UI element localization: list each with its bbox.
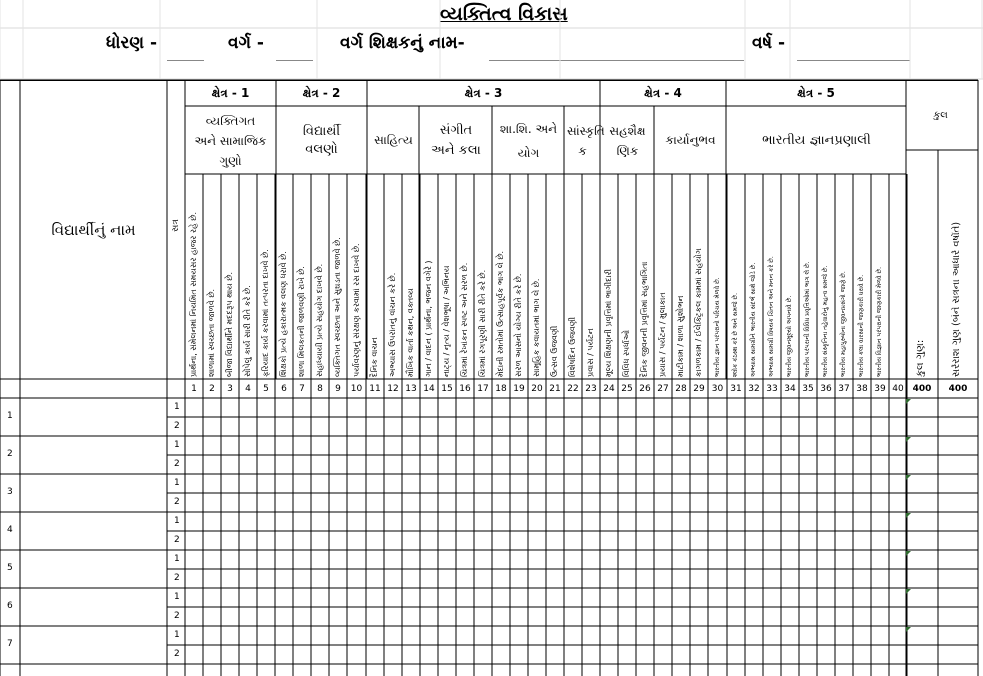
indicator-35: ભારતીય પરંપરાની વિવિધ પ્રવૃત્તિઓમાં ભાગ લે છે. bbox=[804, 261, 811, 377]
student-name-header: વિદ્યાર્થીનું નામ bbox=[51, 220, 136, 239]
indicator-5: ફરિયાદ કાર્ય કરવામાં તત્પરતા દાખવે છે. bbox=[261, 249, 270, 377]
indicator-number: 34 bbox=[784, 384, 796, 394]
indicator-11: દૈનિક વાચન bbox=[370, 337, 379, 377]
indicator-number: 14 bbox=[423, 384, 435, 394]
student-name-cell[interactable] bbox=[21, 475, 166, 511]
indicator-number: 12 bbox=[387, 384, 399, 394]
sub-co-curricular: સહશૈક્ષણિક bbox=[609, 123, 646, 158]
student-row-number: 4 bbox=[7, 525, 13, 535]
formula-indicator-icon bbox=[906, 475, 911, 480]
student-name-cell[interactable] bbox=[21, 627, 166, 663]
student-name-cell[interactable] bbox=[21, 589, 166, 625]
indicator-34: ભારતીય જીવનમૂલ્યો અપનાવે છે. bbox=[786, 295, 793, 377]
indicator-number: 6 bbox=[281, 384, 287, 394]
total-marks-label: કુલ ગુણ: bbox=[915, 339, 926, 377]
indicator-1: પ્રાર્થના, સંમેલનમાં નિયમિત સમયસર હાજર રહે છે. bbox=[189, 211, 198, 377]
student-row-number: 7 bbox=[7, 639, 13, 649]
indicator-30: ભારતીય જ્ઞાન પરંપરાનો પરિચય મેળવે છે. bbox=[713, 277, 721, 377]
sub-literature: સાહિત્ય bbox=[374, 133, 413, 147]
semester-header: સત્ર bbox=[171, 219, 181, 232]
indicator-20: સામૂહિક કવાયતમાં ભાગ લે છે. bbox=[532, 278, 541, 377]
semester-number: 1 bbox=[174, 554, 180, 564]
total-header: કુલ bbox=[933, 109, 948, 121]
indicator-number: 20 bbox=[531, 384, 543, 394]
formula-indicator-icon bbox=[906, 551, 911, 556]
indicator-24: મૂલ્ય શિક્ષણની પ્રવૃત્તિમાં ભાગીદારી bbox=[604, 268, 613, 377]
area-1-header: ક્ષેત્ર - 1 bbox=[211, 85, 250, 100]
indicator-number: 29 bbox=[693, 384, 705, 394]
indicator-36: ભારતીય સંસ્કૃતિના તહેવારોનું મહત્વ સમજે છે. bbox=[822, 265, 829, 377]
standard-label: ધોરણ - bbox=[106, 33, 158, 53]
sub-indian-knowledge: ભારતીય જ્ઞાનપ્રણાલી bbox=[762, 133, 871, 148]
student-row-number: 2 bbox=[7, 449, 13, 459]
student-name-cell[interactable] bbox=[21, 513, 166, 549]
indicator-number: 39 bbox=[874, 384, 886, 394]
indicator-number: 22 bbox=[567, 384, 579, 394]
indicator-number: 13 bbox=[405, 384, 417, 394]
semester-number: 1 bbox=[174, 440, 180, 450]
indicator-number: 9 bbox=[335, 384, 341, 394]
formula-indicator-icon bbox=[906, 589, 911, 594]
indicator-number: 3 bbox=[227, 384, 233, 394]
indicator-number: 8 bbox=[317, 384, 323, 394]
indicator-number: 37 bbox=[838, 384, 850, 394]
sub-pe-yoga: શા.શિ. અને યોગ bbox=[499, 121, 558, 160]
indicator-number: 10 bbox=[350, 384, 363, 394]
formula-indicator-icon bbox=[906, 513, 911, 518]
indicator-8: સહાધ્યાયી પ્રત્યે સહયોગ દાખવે છે. bbox=[315, 263, 324, 377]
indicator-number: 33 bbox=[766, 384, 778, 394]
indicator-number: 17 bbox=[477, 384, 489, 394]
indicator-29: કાગળકામ / ઈલેક્ટ્રિકલ કામમાં સહયોગ bbox=[694, 248, 703, 377]
semester-number: 2 bbox=[174, 573, 180, 583]
indicator-number: 7 bbox=[299, 384, 305, 394]
indicator-6: શિક્ષકો પ્રત્યે હકારાત્મક વલણ ધરાવે છે. bbox=[279, 251, 288, 377]
area-2-header: ક્ષેત્ર - 2 bbox=[302, 85, 341, 100]
indicator-number: 32 bbox=[748, 384, 760, 394]
indicator-13: મૌખિક વાર્તા કથન, વક્તવ્ય bbox=[406, 288, 415, 377]
semester-number: 2 bbox=[174, 497, 180, 507]
indicator-28: માટીકામ / શાળા સુશોભન bbox=[676, 295, 685, 377]
average-max-marks: 400 bbox=[948, 384, 968, 394]
indicator-number: 23 bbox=[585, 384, 597, 394]
indicator-7: શાળા મિલકતની જાળવણી રાખે છે. bbox=[297, 266, 306, 377]
semester-number: 2 bbox=[174, 649, 180, 659]
semester-number: 1 bbox=[174, 592, 180, 602]
semester-number: 1 bbox=[174, 402, 180, 412]
student-row-number: 6 bbox=[7, 601, 13, 611]
indicator-17: ચિત્રમાં રંગપૂરણી સારી રીતે કરે છે. bbox=[478, 269, 487, 377]
average-marks-label: સરેરાશ ગુણ (બંને સત્રના આધારે વર્ષાંતે) bbox=[951, 221, 962, 377]
indicator-31: શ્લોક કંઠસ્થ કરે છે અને સમજે છે. bbox=[732, 292, 739, 377]
semester-number: 2 bbox=[174, 459, 180, 469]
indicator-3: બીજા વિદ્યાર્થીને મદદરૂપ થાય છે. bbox=[225, 272, 234, 377]
formula-indicator-icon bbox=[906, 437, 911, 442]
indicator-19: સરળ આસનો યોગ્ય રીતે કરે છે. bbox=[514, 273, 523, 377]
indicator-33: અભ્યાસ સામગ્રી વિષયક ચિંતન અને મનન કરે છે. bbox=[768, 256, 775, 377]
indicator-25: વિવિધ સ્પર્ધાઓ bbox=[622, 329, 631, 377]
indicator-21: ઉત્સવ ઉજવણી bbox=[550, 325, 559, 377]
indicator-number: 21 bbox=[549, 384, 561, 394]
student-name-cell[interactable] bbox=[21, 399, 166, 435]
indicator-14: ગાન / વાદન ( પ્રાર્થના, ભજન વગેરે ) bbox=[424, 260, 433, 377]
indicator-2: શાળામાં સ્વચ્છતા જાળવે છે. bbox=[207, 288, 216, 377]
indicator-27: પ્રયાસ / પર્યટન / મુલાકાત bbox=[658, 292, 667, 377]
indicator-number: 35 bbox=[802, 384, 814, 394]
year-label: વર્ષ - bbox=[752, 33, 786, 53]
semester-number: 1 bbox=[174, 478, 180, 488]
indicator-number: 28 bbox=[675, 384, 687, 394]
indicator-26: દૈનિક જીવનની પ્રવૃત્તિમાં સહભાગિતા bbox=[640, 261, 649, 377]
indicator-number: 40 bbox=[892, 384, 904, 394]
indicator-23: પ્રવાસ / પર્યટન bbox=[586, 328, 595, 377]
semester-number: 1 bbox=[174, 630, 180, 640]
student-row-number: 3 bbox=[7, 487, 13, 497]
indicator-37: ભારતીય મહાપુરુષોના જીવનપ્રસંગો જાણે છે. bbox=[840, 271, 847, 377]
formula-indicator-icon bbox=[906, 627, 911, 632]
indicator-number: 36 bbox=[820, 384, 832, 394]
indicator-10: પર્યાવરણનું સંરક્ષણ કરવામાં રસ દાખવે છે. bbox=[351, 243, 361, 377]
area-4-header: ક્ષેત્ર - 4 bbox=[644, 85, 682, 100]
indicator-15: નાટ્ય / નૃત્ય / વેશભૂષા / અભિનય bbox=[442, 265, 451, 377]
student-row-number: 5 bbox=[7, 563, 13, 573]
indicator-4: સોંપેલું કાર્ય સારી રીતે કરે છે. bbox=[243, 285, 252, 377]
indicator-number: 1 bbox=[191, 384, 197, 394]
indicator-number: 2 bbox=[209, 384, 215, 394]
indicator-number: 11 bbox=[369, 384, 381, 394]
class-label: વર્ગ - bbox=[228, 33, 264, 53]
indicator-18: મેદાની રમતોમાં ઉત્સાહપૂર્વક ભાગ લે છે. bbox=[496, 250, 505, 377]
indicator-number: 26 bbox=[639, 384, 651, 394]
indicator-number: 19 bbox=[513, 384, 525, 394]
sub-personal-social: વ્યક્તિગત અને સામાજિક ગુણો bbox=[194, 113, 267, 168]
indicator-number: 24 bbox=[603, 384, 615, 394]
sub-student-attitudes: વિદ્યાર્થી વલણો bbox=[302, 123, 341, 157]
indicator-number: 15 bbox=[441, 384, 453, 394]
page-title: વ્યક્તિત્વ વિકાસ bbox=[440, 3, 568, 25]
indicator-number: 25 bbox=[621, 384, 633, 394]
total-max-marks: 400 bbox=[912, 384, 932, 394]
indicator-number: 30 bbox=[711, 384, 724, 394]
semester-number: 2 bbox=[174, 611, 180, 621]
indicator-16: ચિત્રમાં રેખાંકન સ્પષ્ટ અને સરળ છે. bbox=[460, 262, 469, 377]
indicator-number: 4 bbox=[245, 384, 251, 394]
indicator-number: 38 bbox=[856, 384, 868, 394]
area-5-header: ક્ષેત્ર - 5 bbox=[797, 85, 835, 100]
indicator-38: ભારતીય કલા વારસાની જાણકારી ધરાવે છે. bbox=[858, 274, 865, 377]
indicator-12: અભ્યાસ ઉપરાંતનું વાંચન કરે છે. bbox=[388, 272, 397, 377]
semester-number: 2 bbox=[174, 421, 180, 431]
indicator-39: ભારતીય વિજ્ઞાન પરંપરાની જાણકારી મેળવે છે. bbox=[876, 266, 883, 377]
indicator-number: 27 bbox=[657, 384, 669, 394]
area-3-header: ક્ષેત્ર - 3 bbox=[464, 85, 503, 100]
indicator-32: અભ્યાસ સામગ્રીને ભારતીય સંદર્ભ સાથે જોડે છે. bbox=[750, 262, 757, 377]
indicator-number: 5 bbox=[263, 384, 269, 394]
formula-indicator-icon bbox=[906, 399, 911, 404]
indicator-9: વ્યક્તિગત સ્વચ્છતા અને સુઘડતા જાળવે છે. bbox=[333, 237, 342, 377]
sub-work-experience: કાર્યાનુભવ bbox=[665, 133, 716, 147]
student-name-cell[interactable] bbox=[21, 551, 166, 587]
semester-number: 1 bbox=[174, 516, 180, 526]
indicator-number: 18 bbox=[495, 384, 507, 394]
semester-number: 2 bbox=[174, 535, 180, 545]
indicator-number: 31 bbox=[730, 384, 742, 394]
sub-music-art: સંગીત અને કલા bbox=[431, 122, 481, 158]
sub-cultural: સાંસ્કૃતિક bbox=[567, 123, 605, 158]
indicator-22: વિશેષદિન ઉજવણી bbox=[568, 316, 577, 377]
student-name-cell[interactable] bbox=[21, 437, 166, 473]
indicator-number: 16 bbox=[459, 384, 471, 394]
student-row-number: 1 bbox=[7, 411, 13, 421]
teacher-name-label: વર્ગ શિક્ષકનું નામ- bbox=[340, 33, 465, 53]
